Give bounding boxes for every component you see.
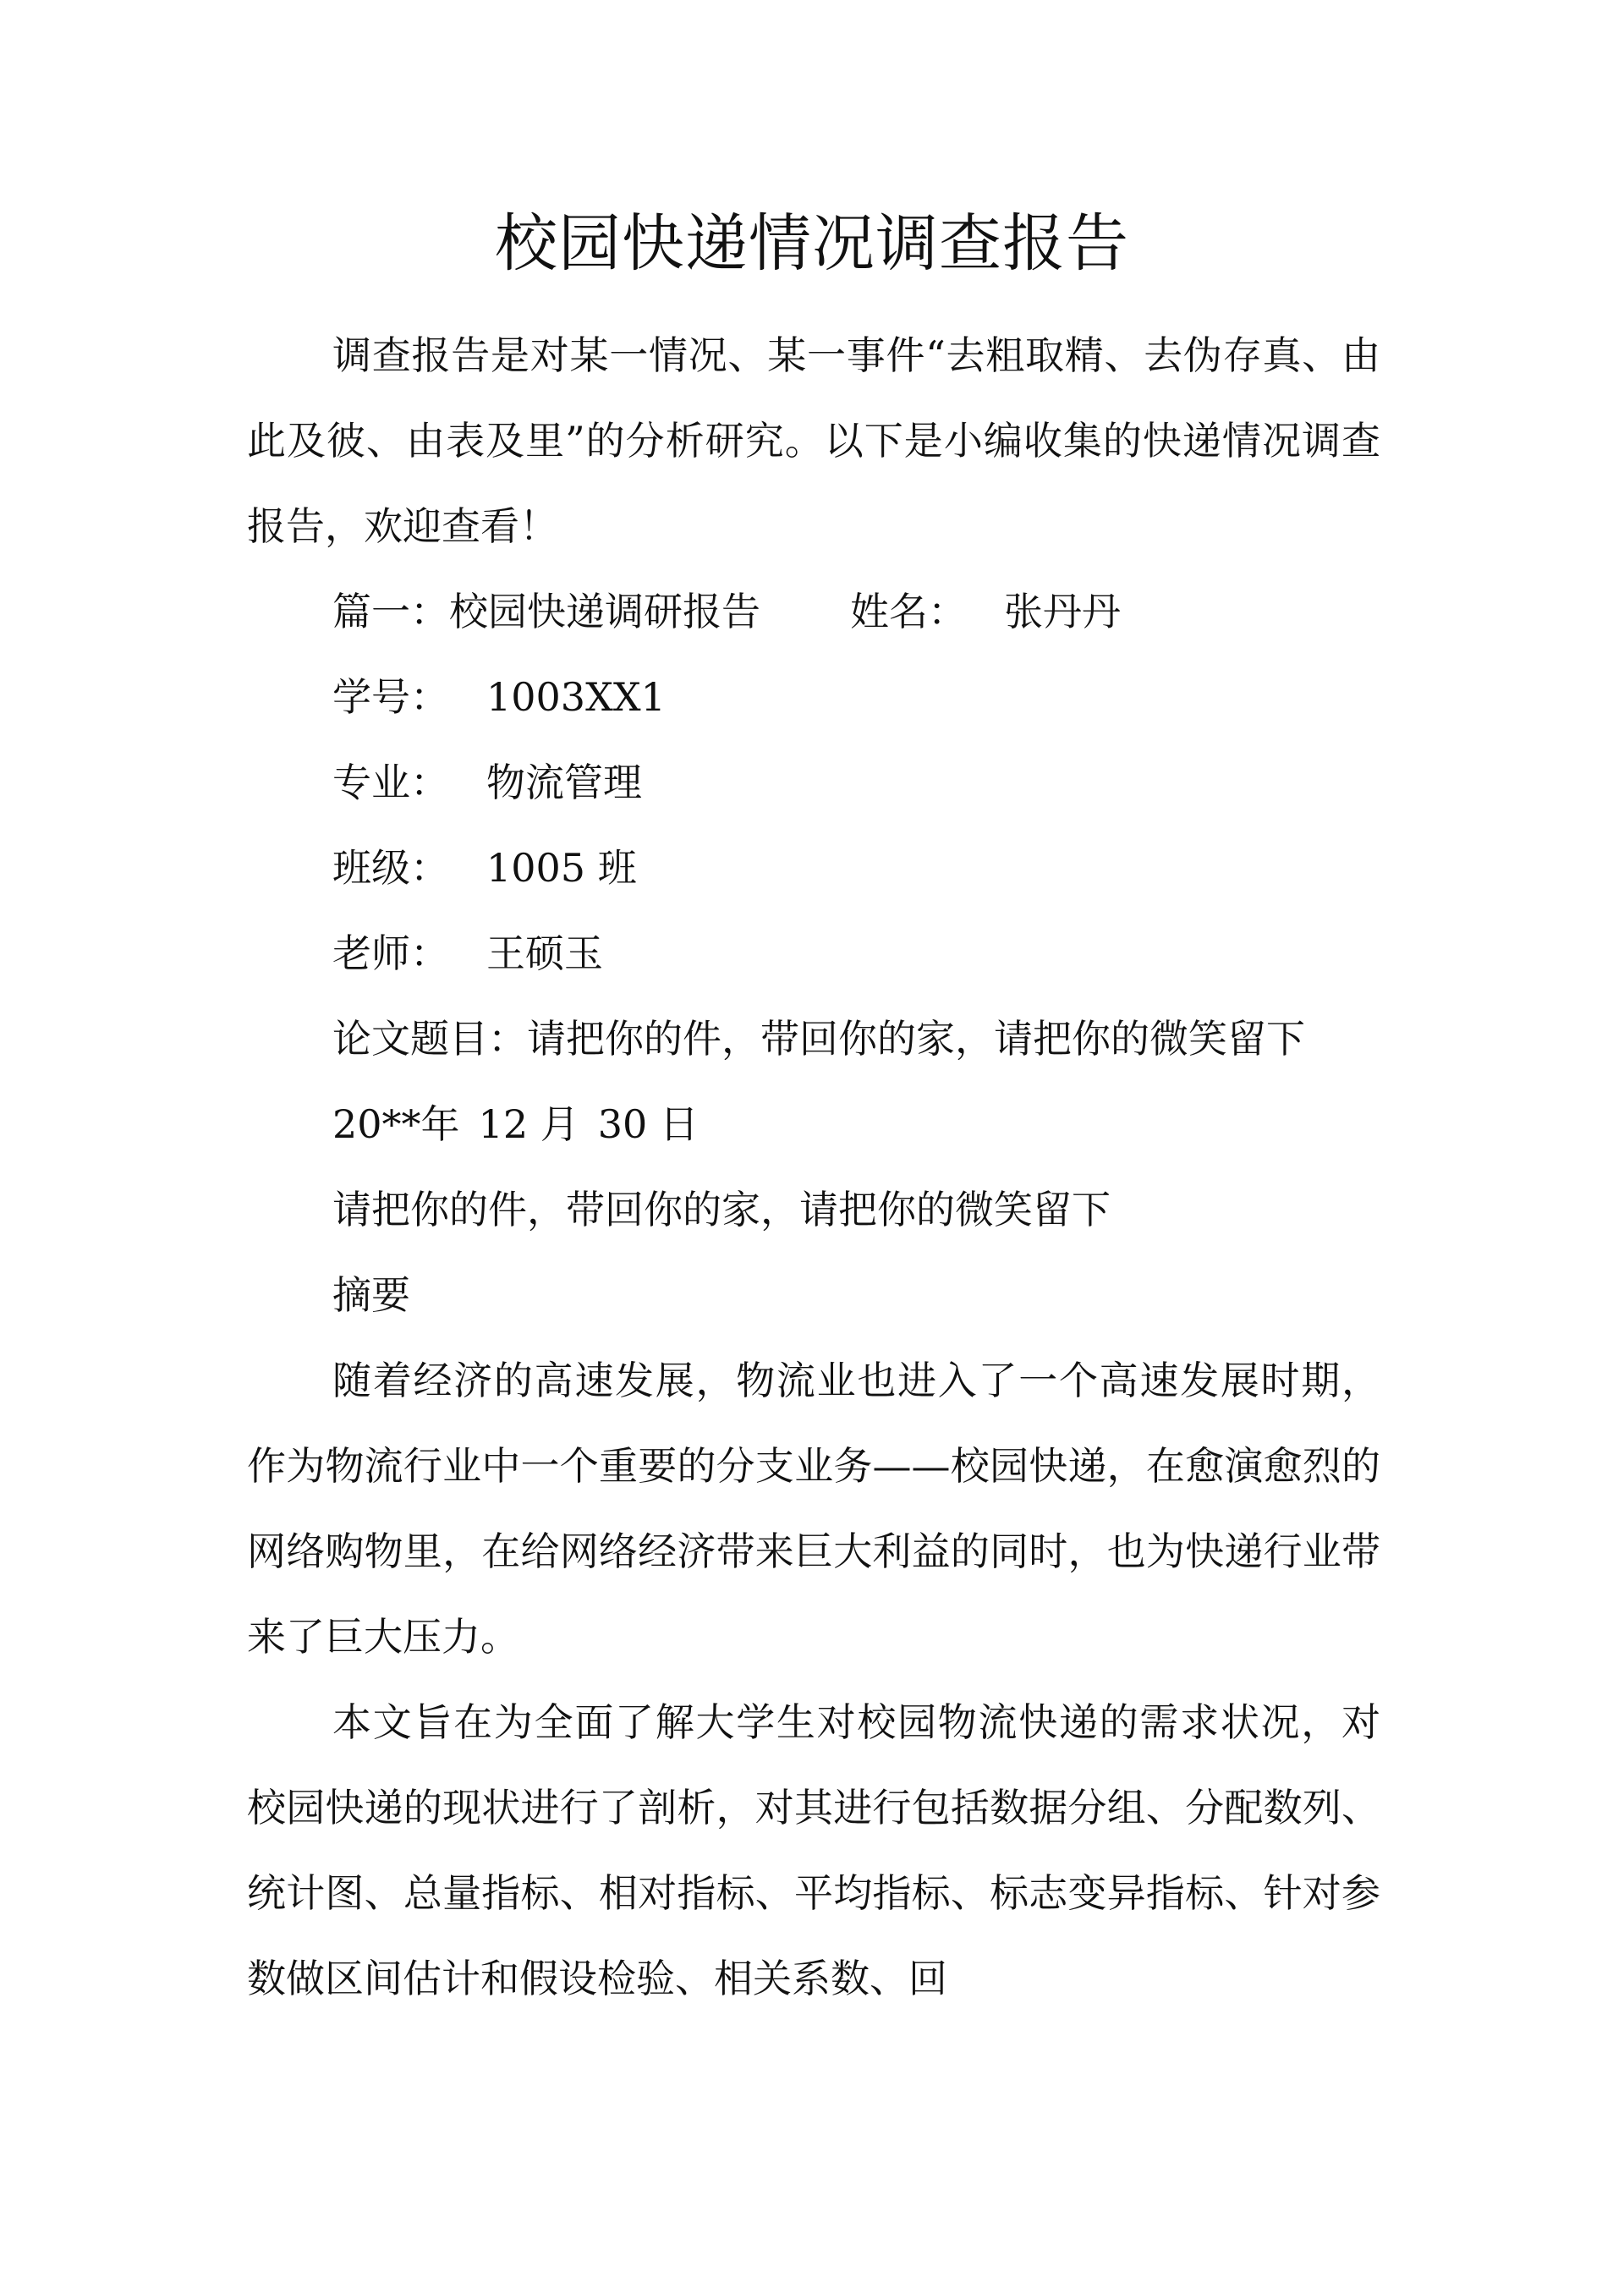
class-line xyxy=(247,826,1380,911)
major-label: 专业： xyxy=(332,760,449,805)
section-heading-line xyxy=(247,569,1380,655)
document-body xyxy=(247,313,1380,2022)
section-heading: 篇一：校园快递调研报告 xyxy=(332,589,760,634)
document-title: 校园快递情况调查报告 xyxy=(495,207,1129,280)
thesis-value: 请把你的件，带回你的家，请把你的微笑留下 xyxy=(527,1016,1305,1062)
class-label: 班级： xyxy=(332,845,449,891)
major-value: 物流管理 xyxy=(486,760,642,805)
thesis-label: 论文题目： xyxy=(332,1016,527,1062)
teacher-line xyxy=(247,911,1380,996)
intro-paragraph: 调查报告是对某一情况、某一事件“去粗取精、去伪存真、由此及彼、由表及里”的分析研究。以下是小编收集的快递情况调查报告，欢迎查看！ xyxy=(247,332,1380,549)
student-id-line xyxy=(247,655,1380,740)
thesis-line xyxy=(247,996,1380,1082)
date-line xyxy=(247,1082,1380,1167)
name-value: 张丹丹 xyxy=(1004,589,1121,634)
teacher-label: 老师： xyxy=(332,930,449,976)
major-line xyxy=(247,740,1380,826)
date-day: 30 日 xyxy=(597,1101,699,1147)
abstract-paragraph-2: 本文旨在为全面了解大学生对校园物流快递的需求状况，对校园快递的现状进行了剖析，对其进行包括数据分组、分配数列、统计图、总量指标、相对指标、平均指标、标志变异指标、针对参数做区间估计和假设检验、相关系数、回 xyxy=(247,1699,1380,2001)
subtitle-line: 请把你的件，带回你的家，请把你的微笑留下 xyxy=(332,1187,1111,1232)
date-year: 20**年 xyxy=(332,1101,460,1147)
student-id-label: 学号： xyxy=(332,674,449,720)
teacher-value: 王硕玉 xyxy=(486,930,603,976)
abstract-heading: 摘要 xyxy=(332,1272,410,1318)
student-id-value: 1003XX1 xyxy=(486,674,666,720)
class-value: 1005 班 xyxy=(486,845,637,891)
date-month: 12 月 xyxy=(478,1101,579,1147)
abstract-paragraph-1: 随着经济的高速发展，物流业也进入了一个高速发展时期，作为物流行业中一个重要的分支业务——校园快递，在愈演愈烈的网络购物里，在给网络经济带来巨大利益的同时，也为快递行业带来了巨大压力。 xyxy=(247,1358,1380,1660)
name-label: 姓名： xyxy=(850,589,967,634)
